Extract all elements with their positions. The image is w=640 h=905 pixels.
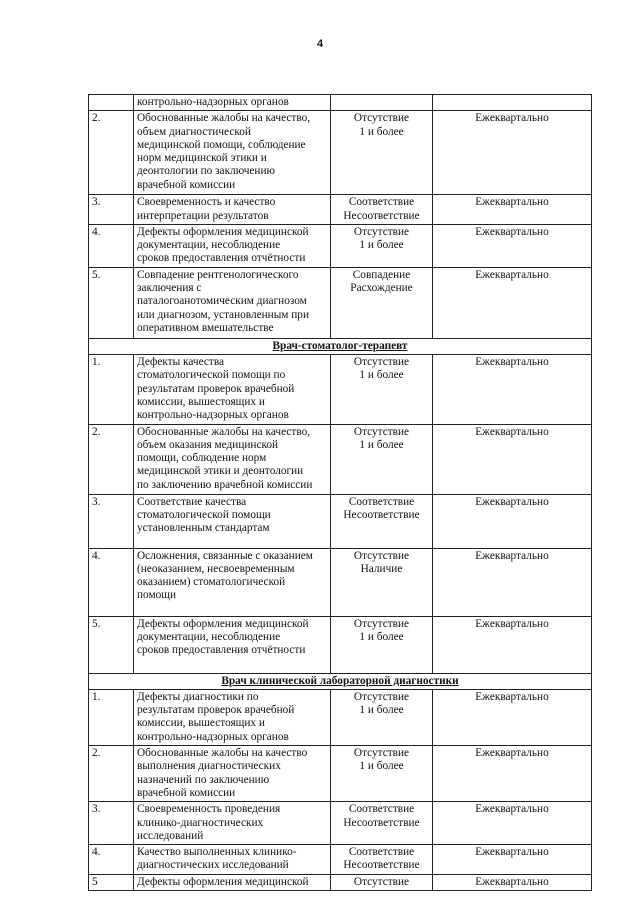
row-number — [89, 95, 134, 111]
row-number: 1. — [89, 689, 134, 745]
text-line: Отсутствие — [353, 225, 410, 238]
table-row — [89, 267, 592, 338]
text-line: стоматологической помощи — [137, 508, 271, 521]
text-line: объем оказания медицинской — [137, 438, 279, 451]
text-line: Соответствие — [348, 846, 415, 859]
value-cell — [331, 424, 433, 494]
text-line: деонтологии по заключению — [137, 165, 275, 178]
text-line: Несоответствие — [343, 209, 420, 222]
page-number: 4 — [316, 38, 324, 50]
period-cell — [433, 95, 592, 111]
text-line: 1 и более — [359, 760, 404, 773]
table-row — [89, 746, 592, 802]
text-line: документации, несоблюдение — [137, 630, 281, 643]
table-row — [89, 424, 592, 494]
table-row — [89, 616, 592, 673]
criterion-cell — [134, 267, 331, 338]
row-number: 5. — [89, 267, 134, 338]
criterion-cell — [134, 224, 331, 267]
period-cell: Ежеквартально — [433, 195, 592, 225]
text-line: Отсутствие — [353, 112, 410, 125]
value-cell — [331, 802, 433, 845]
text-line: Отсутствие — [353, 425, 410, 438]
text-line: Дефекты диагностики по — [137, 690, 259, 703]
text-line: 1 и более — [359, 125, 404, 138]
row-number: 4. — [89, 548, 134, 616]
period-cell: Ежеквартально — [433, 746, 592, 802]
period-cell: Ежеквартально — [433, 616, 592, 673]
text-line: Соответствие — [348, 495, 415, 508]
criterion-cell — [134, 111, 331, 195]
text-line: результатам проверок врачебной — [137, 382, 295, 395]
text-line: заключения с — [137, 282, 202, 295]
criterion-cell — [134, 616, 331, 673]
text-line: клинико-диагностических — [137, 816, 264, 829]
value-cell — [331, 494, 433, 548]
criterion-cell — [134, 874, 331, 890]
table-row — [89, 355, 592, 424]
text-line: выполнения диагностических — [137, 760, 281, 773]
table-row — [89, 548, 592, 616]
text-line: объем диагностической — [137, 125, 251, 138]
criterion-cell — [134, 195, 331, 225]
text-line: Отсутствие — [353, 356, 410, 369]
criterion-cell — [134, 689, 331, 745]
criterion-cell — [134, 494, 331, 548]
row-number: 2. — [89, 746, 134, 802]
text-line: назначений по заключению — [137, 773, 270, 786]
text-line: Обоснованные жалобы на качество — [137, 747, 308, 760]
period-cell: Ежеквартально — [433, 355, 592, 424]
criterion-cell — [134, 355, 331, 424]
text-line: паталогоанотомическим диагнозом — [137, 295, 307, 308]
text-line: Соответствие — [348, 803, 415, 816]
table-row — [89, 224, 592, 267]
period-cell: Ежеквартально — [433, 548, 592, 616]
table-row — [89, 802, 592, 845]
text-line: Дефекты оформления медицинской — [137, 875, 309, 888]
text-line: по заключению врачебной комиссии — [137, 478, 313, 491]
period-cell: Ежеквартально — [433, 689, 592, 745]
text-line: Несоответствие — [343, 508, 420, 521]
text-line: Обоснованные жалобы на качество, — [137, 425, 311, 438]
text-line: Соответствие — [348, 196, 415, 209]
text-line: стоматологической помощи по — [137, 369, 286, 382]
text-line: помощи — [137, 589, 177, 602]
text-line: 1 и более — [359, 438, 404, 451]
text-line: исследований — [137, 829, 204, 842]
row-number: 2. — [89, 111, 134, 195]
text-line: Отсутствие — [353, 875, 410, 888]
period-cell: Ежеквартально — [433, 874, 592, 890]
text-line: медицинской этики и деонтологии — [137, 465, 304, 478]
value-cell — [331, 111, 433, 195]
text-line: Отсутствие — [353, 747, 410, 760]
criterion-cell — [134, 802, 331, 845]
text-line: 1 и более — [359, 704, 404, 717]
section-header-row — [89, 338, 592, 354]
value-cell — [331, 874, 433, 890]
text-line: оказанием) стоматологической — [137, 576, 286, 589]
criterion-cell — [134, 746, 331, 802]
text-line: помощи, соблюдение норм — [137, 452, 267, 465]
value-cell — [331, 845, 433, 875]
period-cell: Ежеквартально — [433, 267, 592, 338]
text-line: сроков предоставления отчётности — [137, 644, 306, 657]
period-cell: Ежеквартально — [433, 494, 592, 548]
text-line: Совпадение рентгенологического — [137, 268, 299, 281]
row-number: 3. — [89, 195, 134, 225]
text-line: Дефекты оформления медицинской — [137, 617, 309, 630]
text-line: Отсутствие — [353, 617, 410, 630]
text-line: сроков предоставления отчётности — [137, 252, 306, 265]
text-line: 1 и более — [359, 630, 404, 643]
text-line: результатам проверок врачебной — [137, 704, 295, 717]
value-cell — [331, 267, 433, 338]
value-cell — [331, 616, 433, 673]
row-number: 3. — [89, 494, 134, 548]
row-number: 4. — [89, 845, 134, 875]
period-cell: Ежеквартально — [433, 424, 592, 494]
text-line: контрольно-надзорных органов — [137, 96, 289, 108]
section-title: Врач клинической лабораторной диагностики — [221, 674, 459, 687]
text-line: медицинской помощи, соблюдение — [137, 138, 306, 151]
criteria-table-body — [89, 95, 592, 891]
text-line: Качество выполненных клинико- — [137, 846, 297, 859]
table-row — [89, 845, 592, 875]
row-number: 3. — [89, 802, 134, 845]
value-cell — [331, 195, 433, 225]
text-line: Обоснованные жалобы на качество, — [137, 112, 311, 125]
text-line: комиссии, вышестоящих и — [137, 717, 265, 730]
text-line: Совпадение — [352, 268, 411, 281]
row-number: 5. — [89, 616, 134, 673]
section-title-cell — [89, 338, 592, 354]
text-line: 1 и более — [359, 369, 404, 382]
row-number: 1. — [89, 355, 134, 424]
text-line: Дефекты оформления медицинской — [137, 225, 309, 238]
criterion-cell — [134, 548, 331, 616]
period-cell: Ежеквартально — [433, 802, 592, 845]
text-line: установленным стандартам — [137, 522, 270, 535]
value-cell — [331, 746, 433, 802]
text-line: 1 и более — [359, 239, 404, 252]
text-line: Дефекты качества — [137, 356, 225, 369]
section-header-row — [89, 673, 592, 689]
text-line: оперативном вмешательстве — [137, 321, 274, 334]
text-line: интерпретации результатов — [137, 209, 269, 222]
text-line: комиссии, вышестоящих и — [137, 395, 265, 408]
table-row — [89, 111, 592, 195]
text-line: контрольно-надзорных органов — [137, 409, 289, 422]
table-row — [89, 689, 592, 745]
table-row — [89, 494, 592, 548]
value-cell — [331, 689, 433, 745]
section-title: Врач-стоматолог-терапевт — [272, 339, 408, 352]
section-title-cell — [89, 673, 592, 689]
text-line: диагностических исследований — [137, 859, 289, 872]
table-row — [89, 195, 592, 225]
value-cell — [331, 548, 433, 616]
value-cell — [331, 224, 433, 267]
criterion-cell — [134, 845, 331, 875]
row-number: 4. — [89, 224, 134, 267]
text-line: врачебной комиссии — [137, 178, 236, 191]
criterion-cell — [134, 424, 331, 494]
text-line: Наличие — [360, 562, 403, 575]
value-cell — [331, 355, 433, 424]
row-number: 5 — [89, 874, 134, 890]
text-line: Соответствие качества — [137, 495, 247, 508]
text-line: Своевременность проведения — [137, 803, 281, 816]
text-line: врачебной комиссии — [137, 786, 236, 799]
period-cell: Ежеквартально — [433, 111, 592, 195]
text-line: Несоответствие — [343, 859, 420, 872]
row-number: 2. — [89, 424, 134, 494]
text-line: контрольно-надзорных органов — [137, 730, 289, 743]
text-line: документации, несоблюдение — [137, 239, 281, 252]
text-line: Отсутствие — [353, 549, 410, 562]
value-cell — [331, 95, 433, 111]
criteria-table — [88, 94, 592, 891]
text-line: Осложнения, связанные с оказанием — [137, 549, 313, 562]
text-line: Несоответствие — [343, 816, 420, 829]
criterion-cell — [134, 95, 331, 111]
text-line: норм медицинской этики и — [137, 152, 267, 165]
text-line: (неоказанием, несвоевременным — [137, 562, 295, 575]
text-line: или диагнозом, установленным при — [137, 308, 309, 321]
text-line: Своевременность и качество — [137, 196, 276, 209]
period-cell: Ежеквартально — [433, 224, 592, 267]
table-row — [89, 95, 592, 111]
period-cell: Ежеквартально — [433, 845, 592, 875]
text-line: Отсутствие — [353, 690, 410, 703]
text-line: Расхождение — [350, 282, 413, 295]
table-row — [89, 874, 592, 890]
